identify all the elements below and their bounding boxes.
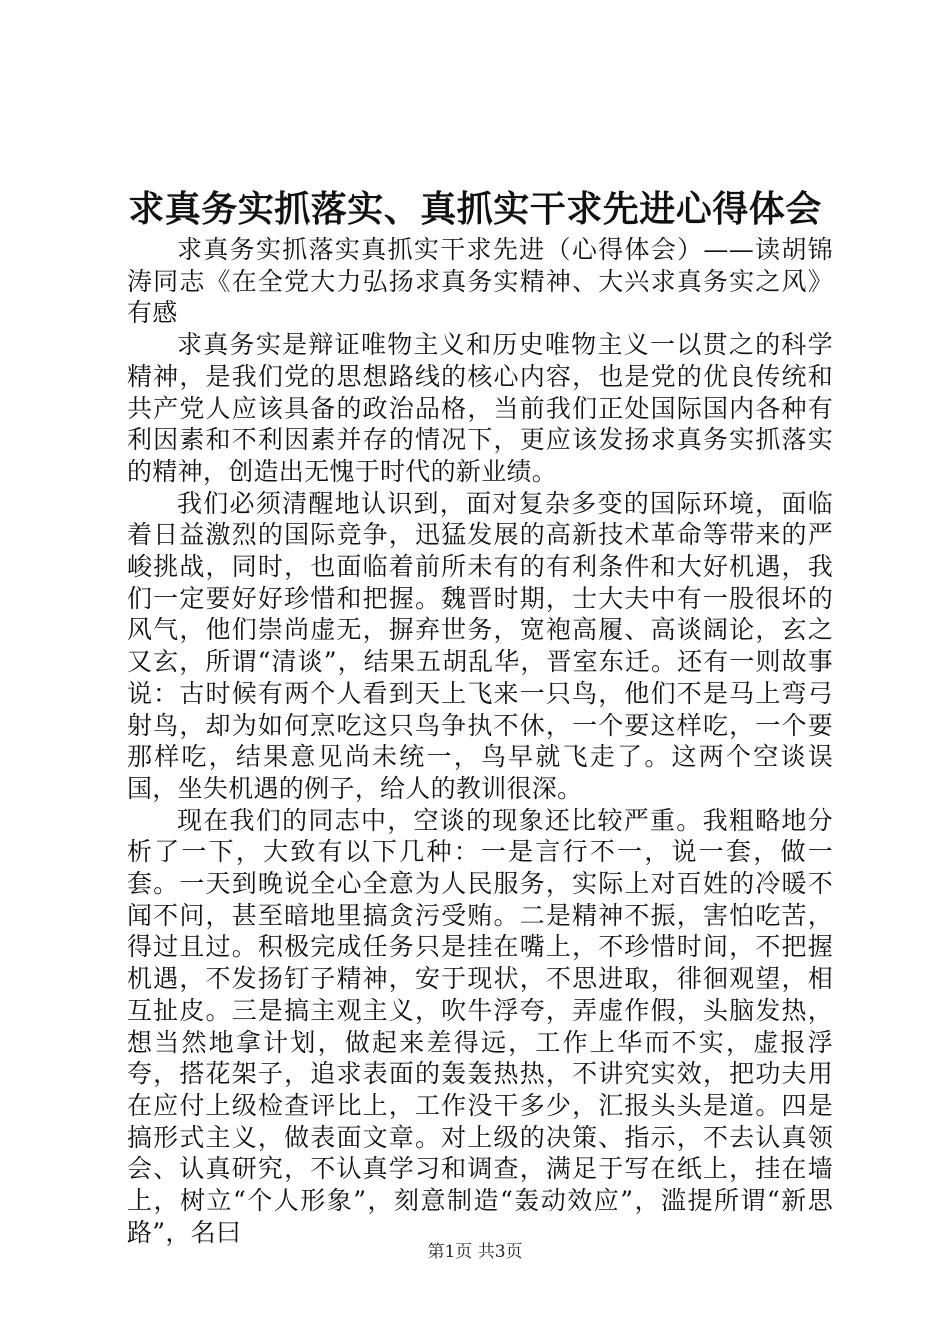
page-footer: 第1页 共3页 [427, 1242, 523, 1262]
paragraph: 我们必须清醒地认识到，面对复杂多变的国际环境，面临着日益激烈的国际竞争，迅猛发展的高新技术革命等带来的严峻挑战，同时，也面临着前所未有的有利条件和大好机遇，我们一定要好好珍惜和把握。魏晋时期，士大夫中有一股很坏的风气，他们崇尚虚无，摒弃世务，宽袍高履、高谈阔论，玄之又玄，所谓“清谈”，结果五胡乱华，晋室东迁。还有一则故事说：古时候有两个人看到天上飞来一只鸟，他们不是马上弯弓射鸟，却为如何烹吃这只鸟争执不休，一个要这样吃，一个要那样吃，结果意见尚未统一，鸟早就飞走了。这两个空谈误国，坐失机遇的例子，给人的教训很深。 [127, 488, 833, 803]
paragraph: 求真务实是辩证唯物主义和历史唯物主义一以贯之的科学精神，是我们党的思想路线的核心内容，也是党的优良传统和共产党人应该具备的政治品格，当前我们正处国际国内各种有利因素和不利因素并存的情况下，更应该发扬求真务实抓落实的精神，创造出无愧于时代的新业绩。 [127, 330, 833, 486]
document-title: 求真务实抓落实、真抓实干求先进心得体会 [128, 188, 822, 230]
paragraph-intro: 求真务实抓落实真抓实干求先进（心得体会）——读胡锦涛同志《在全党大力弘扬求真务实精神、大兴求真务实之风》有感 [127, 235, 833, 328]
document-body [127, 234, 833, 1249]
paragraph: 现在我们的同志中，空谈的现象还比较严重。我粗略地分析了一下，大致有以下几种：一是言行不一，说一套，做一套。一天到晚说全心全意为人民服务，实际上对百姓的冷暖不闻不问，甚至暗地里搞贪污受贿。二是精神不振，害怕吃苦，得过且过。积极完成任务只是挂在嘴上，不珍惜时间，不把握机遇，不发扬钉子精神，安于现状，不思进取，徘徊观望，相互扯皮。三是搞主观主义，吹牛浮夸，弄虚作假，头脑发热，想当然地拿计划，做起来差得远，工作上华而不实，虚报浮夸，搭花架子，追求表面的轰轰热热，不讲究实效，把功夫用在应付上级检查评比上，工作没干多少，汇报头头是道。四是搞形式主义，做表面文章。对上级的决策、指示，不去认真领会、认真研究，不认真学习和调查，满足于写在纸上，挂在墙上，树立“个人形象”，刻意制造“轰动效应”，滥提所谓“新思路”，名曰 [127, 805, 833, 1247]
